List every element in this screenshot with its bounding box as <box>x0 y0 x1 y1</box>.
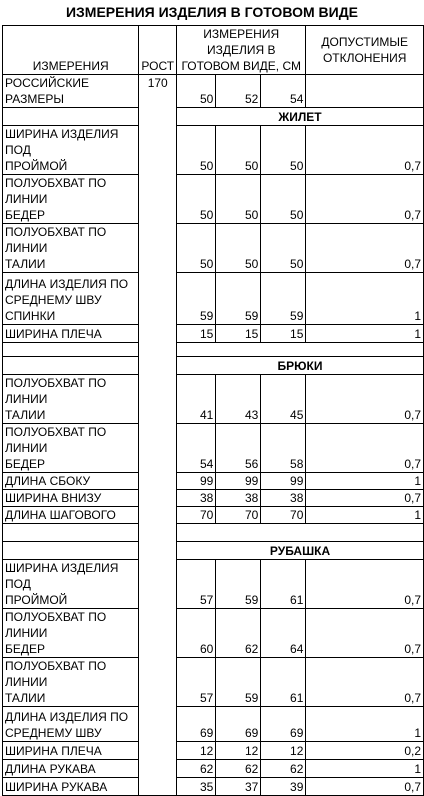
value-cell: 12 <box>216 742 261 760</box>
value-cell: 50 <box>216 126 261 175</box>
section-row <box>3 357 424 375</box>
label-line: СРЕДНЕМУ ШВУ <box>5 726 102 740</box>
table-row <box>3 707 424 742</box>
section-title-trousers: БРЮКИ <box>177 357 424 375</box>
header-ready-line2: ГОТОВОМ ВИДЕ, СМ <box>181 59 301 73</box>
table-row <box>3 507 424 524</box>
size-cell: 50 <box>177 75 216 108</box>
row-label <box>3 560 139 609</box>
label-line: СПИНКИ <box>5 309 56 323</box>
value-cell: 50 <box>177 224 216 273</box>
label-line: БЕДЕР <box>5 642 46 656</box>
row-label: ШИРИНА ВНИЗУ <box>3 490 139 507</box>
label-line: ШИРИНА ИЗДЕЛИЯ ПОД <box>5 561 119 591</box>
value-cell: 12 <box>261 742 306 760</box>
value-cell: 15 <box>177 325 216 343</box>
value-cell: 38 <box>261 490 306 507</box>
table-row <box>3 424 424 473</box>
row-label: ШИРИНА ПЛЕЧА <box>3 325 139 343</box>
label-line: ДЛИНА ИЗДЕЛИЯ ПО <box>5 710 129 724</box>
row-label <box>3 424 139 473</box>
value-cell: 43 <box>216 375 261 424</box>
section-row <box>3 542 424 560</box>
value-cell: 50 <box>216 175 261 224</box>
section-row <box>3 108 424 126</box>
empty-cell <box>3 357 139 375</box>
label-line: ПОЛУОБХВАТ ПО ЛИНИИ <box>5 659 107 689</box>
value-cell: 60 <box>177 609 216 658</box>
value-cell: 41 <box>177 375 216 424</box>
section-title-vest: ЖИЛЕТ <box>177 108 424 126</box>
row-label: ДЛИНА ШАГОВОГО <box>3 507 139 524</box>
label-line: ДЛИНА ИЗДЕЛИЯ ПО <box>5 277 129 291</box>
value-cell: 59 <box>216 658 261 707</box>
value-cell: 69 <box>177 707 216 742</box>
tolerance-cell: 0,7 <box>306 375 424 424</box>
value-cell: 69 <box>261 707 306 742</box>
row-label <box>3 224 139 273</box>
label-line: СРЕДНЕМУ ШВУ <box>5 293 102 307</box>
value-cell: 70 <box>216 507 261 524</box>
value-cell: 15 <box>261 325 306 343</box>
sizes-row <box>3 75 424 108</box>
tolerance-cell: 0,7 <box>306 126 424 175</box>
value-cell: 58 <box>261 424 306 473</box>
value-cell: 62 <box>216 609 261 658</box>
label-line: ПРОЙМОЙ <box>5 159 68 173</box>
label-line: ПОЛУОБХВАТ ПО ЛИНИИ <box>5 425 107 455</box>
row-label <box>3 609 139 658</box>
header-ready-measurements <box>177 26 306 75</box>
table-row <box>3 375 424 424</box>
spacer-row <box>3 524 424 542</box>
value-cell: 64 <box>261 609 306 658</box>
value-cell: 61 <box>261 658 306 707</box>
header-row <box>3 26 424 75</box>
value-cell: 70 <box>177 507 216 524</box>
row-label: ДЛИНА РУКАВА <box>3 760 139 778</box>
label-line: ТАЛИИ <box>5 257 46 271</box>
value-cell: 99 <box>216 473 261 490</box>
value-cell: 59 <box>177 273 216 325</box>
value-cell: 50 <box>177 175 216 224</box>
tolerance-cell: 0,7 <box>306 490 424 507</box>
section-title-shirt: РУБАШКА <box>177 542 424 560</box>
table-row <box>3 490 424 507</box>
page-title: ИЗМЕРЕНИЯ ИЗДЕЛИЯ В ГОТОВОМ ВИДЕ <box>65 4 359 20</box>
label-line: ШИРИНА ИЗДЕЛИЯ ПОД <box>5 127 119 157</box>
tolerance-cell: 1 <box>306 707 424 742</box>
header-tol-line1: ДОПУСТИМЫЕ <box>321 35 408 49</box>
value-cell: 61 <box>261 560 306 609</box>
value-cell: 35 <box>177 778 216 796</box>
label-line: ТАЛИИ <box>5 691 46 705</box>
label-line: ПОЛУОБХВАТ ПО ЛИНИИ <box>5 225 107 255</box>
label-line: ПОЛУОБХВАТ ПО ЛИНИИ <box>5 176 107 206</box>
label-line: ПРОЙМОЙ <box>5 593 68 607</box>
value-cell: 50 <box>261 175 306 224</box>
value-cell: 69 <box>216 707 261 742</box>
size-cell: 54 <box>261 75 306 108</box>
size-cell: 52 <box>216 75 261 108</box>
tolerance-cell: 0,2 <box>306 742 424 760</box>
row-label: ШИРИНА РУКАВА <box>3 778 139 796</box>
value-cell: 57 <box>177 560 216 609</box>
empty-cell <box>306 75 424 108</box>
table-row <box>3 224 424 273</box>
value-cell: 45 <box>261 375 306 424</box>
row-label <box>3 273 139 325</box>
value-cell: 50 <box>261 224 306 273</box>
spacer-row <box>3 343 424 357</box>
rost-value: 170 <box>139 75 177 796</box>
row-label: ДЛИНА СБОКУ <box>3 473 139 490</box>
empty-cell <box>3 524 139 542</box>
value-cell: 59 <box>261 273 306 325</box>
value-cell: 70 <box>261 507 306 524</box>
tolerance-cell: 0,7 <box>306 778 424 796</box>
value-cell: 50 <box>261 126 306 175</box>
empty-cell <box>177 524 424 542</box>
tolerance-cell: 0,7 <box>306 224 424 273</box>
row-label: ШИРИНА ПЛЕЧА <box>3 742 139 760</box>
measurement-table <box>2 25 424 796</box>
row-label <box>3 658 139 707</box>
table-row <box>3 778 424 796</box>
row-label <box>3 126 139 175</box>
value-cell: 12 <box>177 742 216 760</box>
sizes-label: РОССИЙСКИЕ РАЗМЕРЫ <box>3 75 139 108</box>
value-cell: 57 <box>177 658 216 707</box>
label-line: ТАЛИИ <box>5 408 46 422</box>
header-measurements: ИЗМЕРЕНИЯ <box>3 26 139 75</box>
tolerance-cell: 0,7 <box>306 609 424 658</box>
value-cell: 54 <box>177 424 216 473</box>
tolerance-cell: 1 <box>306 507 424 524</box>
tolerance-cell: 0,7 <box>306 175 424 224</box>
tolerance-cell: 0,7 <box>306 560 424 609</box>
value-cell: 62 <box>177 760 216 778</box>
value-cell: 62 <box>216 760 261 778</box>
value-cell: 59 <box>216 273 261 325</box>
value-cell: 99 <box>261 473 306 490</box>
value-cell: 50 <box>177 126 216 175</box>
header-rost: РОСТ <box>139 26 177 75</box>
table-row <box>3 273 424 325</box>
tolerance-cell: 1 <box>306 473 424 490</box>
value-cell: 37 <box>216 778 261 796</box>
row-label <box>3 175 139 224</box>
table-row <box>3 473 424 490</box>
label-line: ПОЛУОБХВАТ ПО ЛИНИИ <box>5 610 107 640</box>
label-line: БЕДЕР <box>5 208 46 222</box>
value-cell: 59 <box>216 560 261 609</box>
table-row <box>3 609 424 658</box>
empty-cell <box>3 542 139 560</box>
value-cell: 15 <box>216 325 261 343</box>
table-row <box>3 658 424 707</box>
value-cell: 62 <box>261 760 306 778</box>
table-row <box>3 560 424 609</box>
header-ready-line1: ИЗМЕРЕНИЯ ИЗДЕЛИЯ В <box>203 27 280 57</box>
tolerance-cell: 1 <box>306 325 424 343</box>
table-row <box>3 126 424 175</box>
table-row <box>3 175 424 224</box>
header-tol-line2: ОТКЛОНЕНИЯ <box>322 51 407 65</box>
table-row <box>3 760 424 778</box>
tolerance-cell: 0,7 <box>306 424 424 473</box>
value-cell: 50 <box>216 224 261 273</box>
table-row <box>3 325 424 343</box>
empty-cell <box>177 343 424 357</box>
row-label <box>3 707 139 742</box>
label-line: ПОЛУОБХВАТ ПО ЛИНИИ <box>5 376 107 406</box>
value-cell: 99 <box>177 473 216 490</box>
value-cell: 39 <box>261 778 306 796</box>
value-cell: 56 <box>216 424 261 473</box>
tolerance-cell: 1 <box>306 760 424 778</box>
empty-cell <box>3 108 139 126</box>
value-cell: 38 <box>216 490 261 507</box>
tolerance-cell: 1 <box>306 273 424 325</box>
header-tolerance <box>306 26 424 75</box>
value-cell: 38 <box>177 490 216 507</box>
row-label <box>3 375 139 424</box>
tolerance-cell: 0,7 <box>306 658 424 707</box>
table-row <box>3 742 424 760</box>
empty-cell <box>3 343 139 357</box>
label-line: БЕДЕР <box>5 457 46 471</box>
